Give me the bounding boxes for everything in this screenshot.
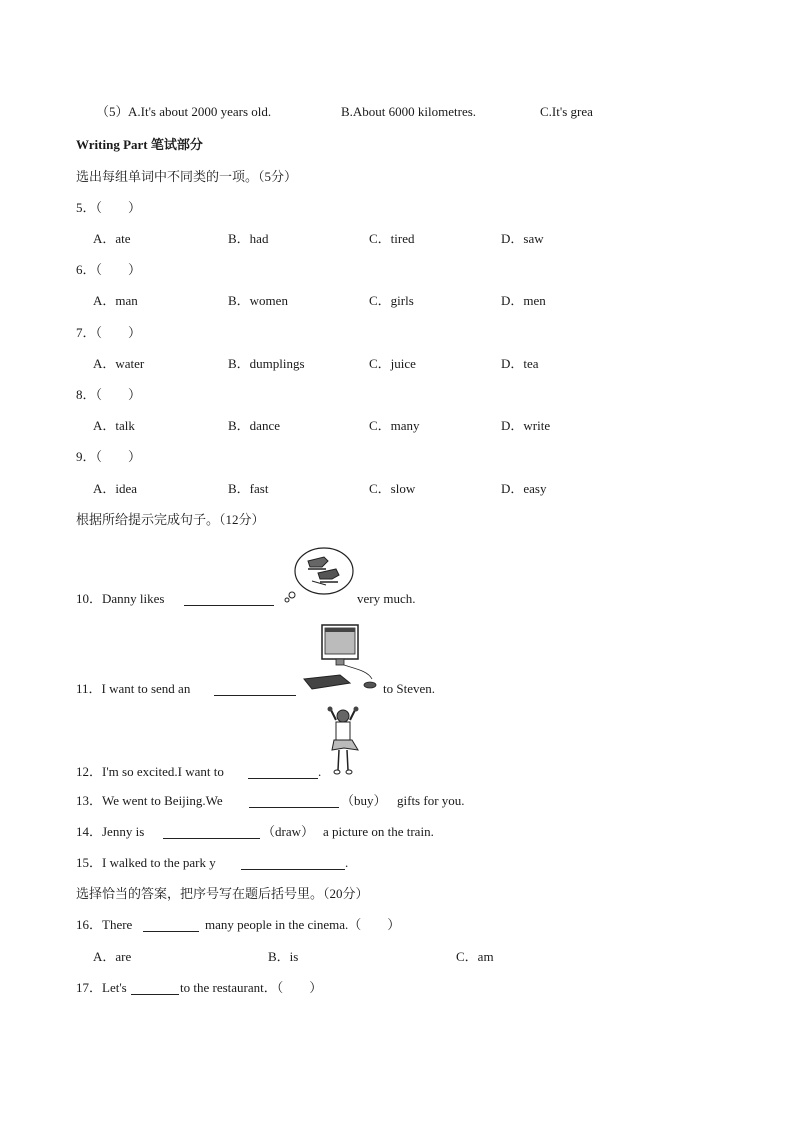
q17-answer-blank[interactable] <box>131 982 179 995</box>
section3-title: 选择恰当的答案，把序号写在题后括号里。（20分） <box>76 886 369 901</box>
q12-prefix: 12．I'm so excited.I want to <box>76 764 224 779</box>
writing-heading: Writing Part 笔试部分 <box>76 137 203 152</box>
q5-option-c: C．tired <box>369 231 415 246</box>
q5-option-a: A．ate <box>93 231 131 246</box>
q10-suffix: very much. <box>357 591 416 606</box>
section1-title: 选出每组单词中不同类的一项。（5分） <box>76 169 298 184</box>
q9-number: 9．（ ） <box>76 449 142 464</box>
q8-option-a: A．talk <box>93 418 135 433</box>
q5-prev-option-b: B.About 6000 kilometres. <box>341 104 477 119</box>
q16-option-b: B．is <box>268 949 299 964</box>
q16-prefix: 16．There <box>76 917 133 932</box>
q8-number: 8．（ ） <box>76 387 142 402</box>
q16-answer-blank[interactable] <box>143 919 199 932</box>
q17-prefix: 17．Let's <box>76 980 127 995</box>
q16-suffix: many people in the cinema.（ ） <box>205 917 401 932</box>
q13-prefix: 13．We went to Beijing.We <box>76 793 223 808</box>
q14-prefix: 14．Jenny is <box>76 824 145 839</box>
q8-option-c: C．many <box>369 418 420 433</box>
q14-suffix: a picture on the train. <box>323 824 434 839</box>
q5-prev-option-a: A.It's about 2000 years old. <box>128 104 272 119</box>
q9-option-d: D．easy <box>501 481 547 496</box>
q6-number: 6．（ ） <box>76 262 142 277</box>
q5-number: 5．（ ） <box>76 200 142 215</box>
q14-answer-blank[interactable] <box>163 826 260 839</box>
q6-option-a: A．man <box>93 293 138 308</box>
q7-option-a: A．water <box>93 356 145 371</box>
q6-option-d: D．men <box>501 293 546 308</box>
q5-prev-option-c: C.It's grea <box>540 104 593 119</box>
q9-option-b: B．fast <box>228 481 269 496</box>
q7-number: 7．（ ） <box>76 325 142 340</box>
q13-suffix: gifts for you. <box>397 793 465 808</box>
q7-option-b: B．dumplings <box>228 356 305 371</box>
q12-suffix: . <box>318 764 322 779</box>
q15-prefix: 15．I walked to the park y <box>76 855 216 870</box>
q5-option-b: B．had <box>228 231 269 246</box>
q15-suffix: . <box>345 855 349 870</box>
q5-prev-number: （5） <box>96 104 129 119</box>
q5-option-d: D．saw <box>501 231 544 246</box>
q9-option-c: C．slow <box>369 481 416 496</box>
computer-image <box>296 623 382 693</box>
q10-answer-blank[interactable] <box>184 593 274 606</box>
q13-hint: （buy） <box>341 793 387 808</box>
q8-option-d: D．write <box>501 418 551 433</box>
skates-thought-bubble-image <box>284 545 356 603</box>
q6-option-c: C．girls <box>369 293 414 308</box>
q6-option-b: B．women <box>228 293 288 308</box>
q17-suffix: to the restaurant．（ ） <box>180 980 323 995</box>
q11-suffix: to Steven. <box>383 681 435 696</box>
q15-answer-blank[interactable] <box>241 857 345 870</box>
q10-prefix: 10．Danny likes <box>76 591 165 606</box>
q8-option-b: B．dance <box>228 418 280 433</box>
q7-option-d: D．tea <box>501 356 539 371</box>
excited-person-image <box>322 706 364 778</box>
q16-option-a: A．are <box>93 949 132 964</box>
q11-answer-blank[interactable] <box>214 683 296 696</box>
section2-title: 根据所给提示完成句子。（12分） <box>76 512 265 527</box>
q9-option-a: A．idea <box>93 481 138 496</box>
q11-prefix: 11．I want to send an <box>76 681 191 696</box>
q13-answer-blank[interactable] <box>249 795 339 808</box>
q16-option-c: C．am <box>456 949 494 964</box>
q7-option-c: C．juice <box>369 356 416 371</box>
q12-answer-blank[interactable] <box>248 766 318 779</box>
q14-hint: （draw） <box>262 824 314 839</box>
